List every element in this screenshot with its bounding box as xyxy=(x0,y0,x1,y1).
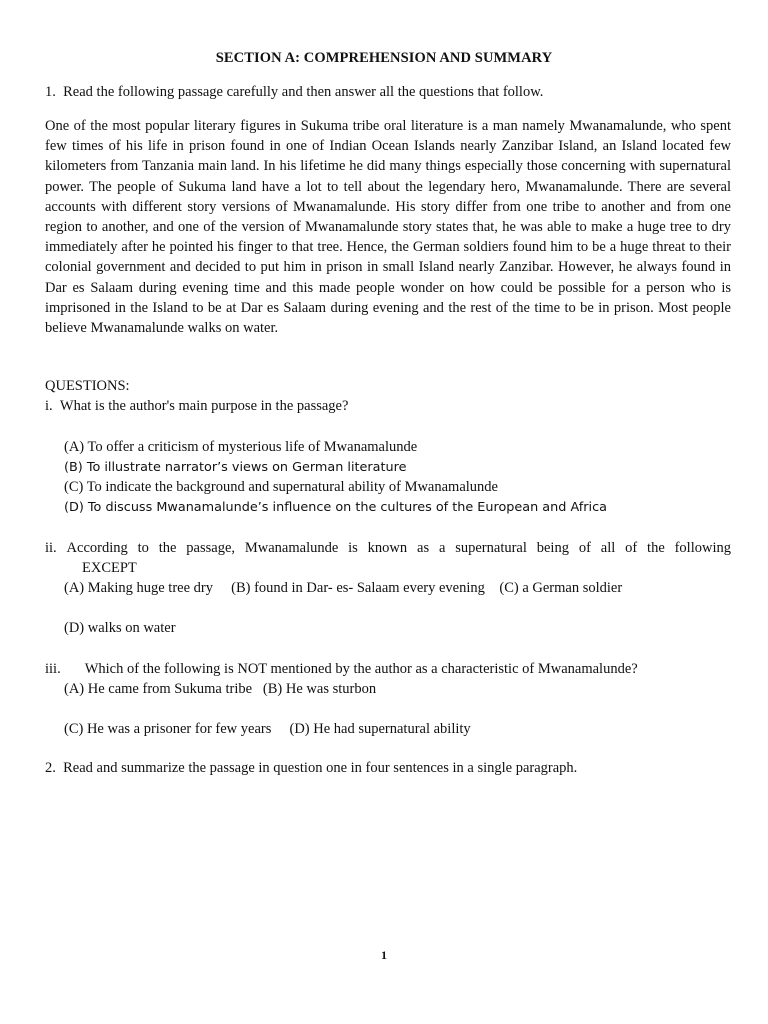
question-ii-option-b: (B) found in Dar- es- Salaam every evening xyxy=(231,580,485,596)
question-iii-options-row-2 xyxy=(64,721,471,738)
question-iii-option-d: (D) He had supernatural ability xyxy=(289,721,471,737)
question-ii-except: EXCEPT xyxy=(82,560,137,576)
question-iii-option-c: (C) He was a prisoner for few years xyxy=(64,721,272,737)
question-iii-option-b: (B) He was sturbon xyxy=(262,681,377,697)
section-title: SECTION A: COMPREHENSION AND SUMMARY xyxy=(215,50,553,66)
question-ii-text: According to the passage, Mwanamalunde is known as a supernatural being of all of the following xyxy=(66,540,731,556)
question-i xyxy=(45,398,348,415)
page-number: 1 xyxy=(381,948,387,962)
question-2-text: Read and summarize the passage in question one in four sentences in a single paragraph. xyxy=(63,760,578,776)
question-1-text: Read the following passage carefully and then answer all the questions that follow. xyxy=(63,84,544,100)
question-i-option-d: (D) To discuss Mwanamalunde’s influence on the cultures of the European and Africa xyxy=(64,500,607,515)
question-ii-option-a: (A) Making huge tree dry xyxy=(64,580,213,596)
question-ii xyxy=(45,540,731,557)
question-iii xyxy=(45,661,638,678)
question-1-number: 1. xyxy=(45,84,56,100)
question-2 xyxy=(45,760,577,777)
question-i-option-c: (C) To indicate the background and supernatural ability of Mwanamalunde xyxy=(64,479,498,495)
comprehension-passage: One of the most popular literary figures in Sukuma tribe oral literature is a man namely Mwanamalunde, who spent few times of his life in prison found in one of Indian Ocean Islands nearly Zanzibar Island, an Island located few kilometers from Tanzania main land. In his lifetime he did many things especially those concerning with supernatural power. The people of Sukuma land have a lot to tell about the legendary hero, Mwanamalunde. There are several accounts with different story versions of Mwanamalunde. His story differ from one tribe to another and from one region to another, and one of the version of Mwanamalunde story states that, he was able to make a huge tree to dry immediately after he pointed his finger to that tree. Hence, the German soldiers found him to be a huge threat to their colonial government and decided to put him in prison in small Island nearly Zanzibar. However, he always found in Dar es Salaam during evening time and this made people wonder on how could be possible for a person who is imprisoned in the Island to be at Dar es Salaam during evening and the rest of the time to be in prison. Most people believe Mwanamalunde walks on water. xyxy=(45,118,731,337)
question-1-instruction xyxy=(45,84,543,101)
question-iii-option-a: (A) He came from Sukuma tribe xyxy=(64,681,253,697)
question-iii-number: iii. xyxy=(45,661,61,677)
question-i-number: i. xyxy=(45,398,53,414)
question-iii-options-row-1 xyxy=(64,681,376,698)
question-i-option-a: (A) To offer a criticism of mysterious life of Mwanamalunde xyxy=(64,439,418,455)
question-i-option-b: (B) To illustrate narrator’s views on German literature xyxy=(64,460,407,475)
question-ii-option-d: (D) walks on water xyxy=(64,620,176,636)
question-i-text: What is the author's main purpose in the passage? xyxy=(59,398,349,414)
question-ii-number: ii. xyxy=(45,540,57,556)
question-ii-options-row xyxy=(64,580,622,597)
question-ii-option-c: (C) a German soldier xyxy=(499,580,623,596)
questions-heading: QUESTIONS: xyxy=(45,378,130,394)
question-iii-text: Which of the following is NOT mentioned by the author as a characteristic of Mwanamalunde? xyxy=(84,661,638,677)
question-2-number: 2. xyxy=(45,760,56,776)
